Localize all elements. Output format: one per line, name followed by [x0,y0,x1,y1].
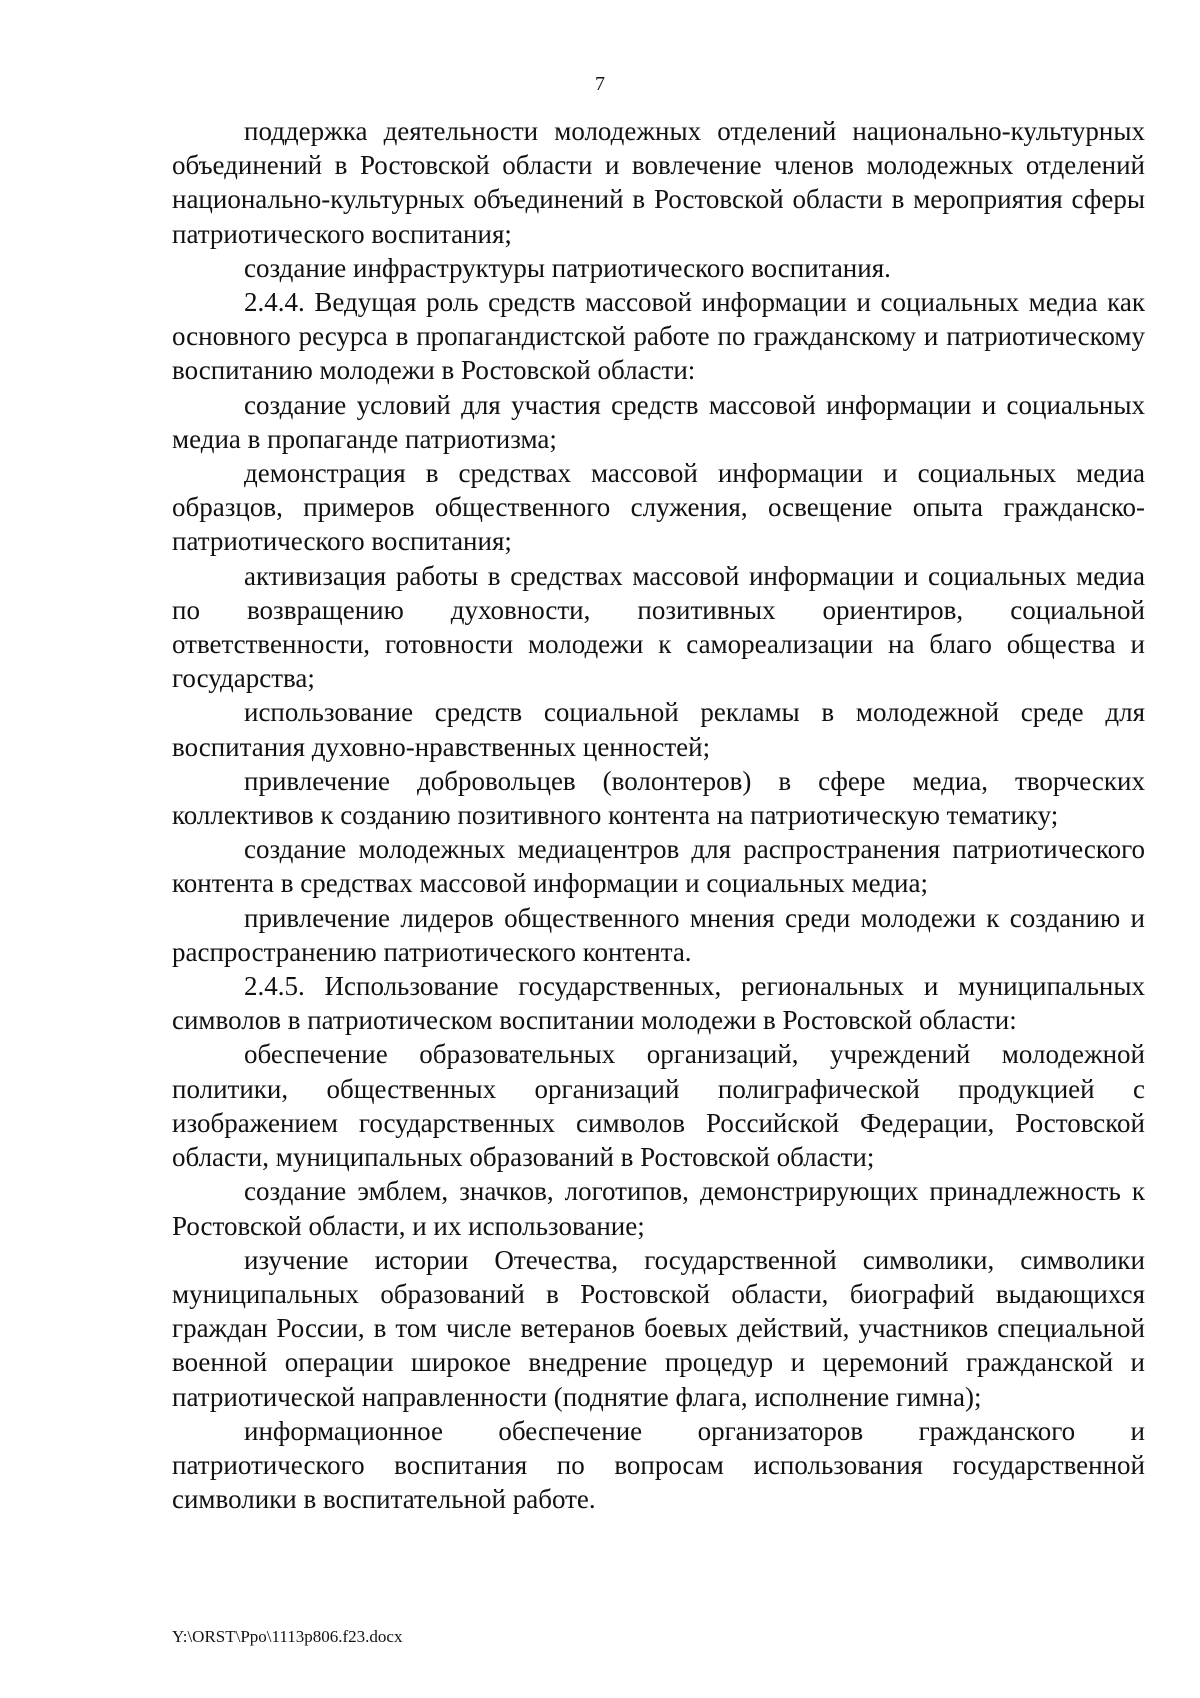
paragraph: обеспечение образовательных организаций, учреждений молодежной политики, общественных организаций полиграфической продукцией с изображением государственных символов Российской Федерации, Ростовской области, муниципальных образований в Ростовской области; [172,1039,1145,1173]
page-number: 7 [595,73,605,95]
paragraph: демонстрация в средствах массовой информации и социальных медиа образцов, примеров общественного служения, освещение опыта гражданско-патриотического воспитания; [172,458,1145,557]
paragraph: изучение истории Отечества, государственной символики, символики муниципальных образований в Ростовской области, биографий выдающихся граждан России, в том числе ветеранов боевых действий, участников специальной военной операции широкое внедрение процедур и церемоний гражданской и патриотической направленности (поднятие флага, исполнение гимна); [172,1244,1145,1412]
document-body [172,114,1145,1516]
paragraph: поддержка деятельности молодежных отделений национально-культурных объединений в Ростовской области и вовлечение членов молодежных отделений национально-культурных объединений в Ростовской области в мероприятия сферы патриотического воспитания; [172,116,1145,249]
paragraph: создание инфраструктуры патриотического воспитания. [244,252,891,283]
section-heading-2-4-4: 2.4.4. Ведущая роль средств массовой информации и социальных медиа как основного ресурса в пропагандистской работе по гражданскому и патриотическому воспитанию молодежи в Ростовской области: [172,287,1145,386]
footer-file-path: Y:\ORST\Ppo\1113p806.f23.docx [172,1627,403,1646]
section-heading-2-4-5: 2.4.5. Использование государственных, региональных и муниципальных символов в патриотическом воспитании молодежи в Ростовской области: [172,971,1145,1036]
paragraph: активизация работы в средствах массовой информации и социальных медиа по возвращению духовности, позитивных ориентиров, социальной ответственности, готовности молодежи к самореализации на благо общества и государства; [172,560,1145,694]
paragraph: привлечение добровольцев (волонтеров) в сфере медиа, творческих коллективов к созданию позитивного контента на патриотическую тематику; [172,765,1145,831]
paragraph: создание молодежных медиацентров для распространения патриотического контента в средствах массовой информации и социальных медиа; [172,834,1145,899]
paragraph: использование средств социальной рекламы в молодежной среде для воспитания духовно-нравственных ценностей; [172,697,1145,762]
paragraph: создание эмблем, значков, логотипов, демонстрирующих принадлежность к Ростовской области, и их использование; [172,1176,1145,1241]
paragraph: создание условий для участия средств массовой информации и социальных медиа в пропаганде патриотизма; [172,389,1145,454]
paragraph: информационное обеспечение организаторов гражданского и патриотического воспитания по вопросам использования государственной символики в воспитательной работе. [172,1415,1145,1515]
paragraph: привлечение лидеров общественного мнения среди молодежи к созданию и распространению патриотического контента. [172,902,1145,967]
